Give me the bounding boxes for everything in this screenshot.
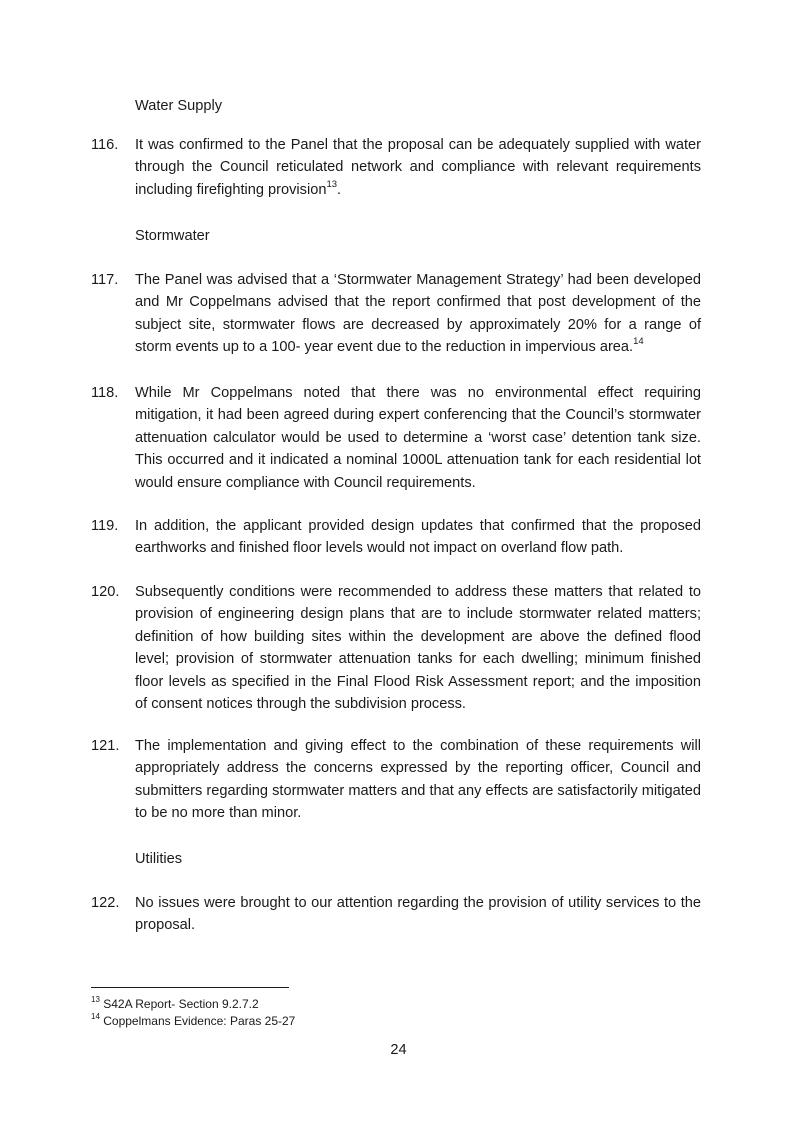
paragraph-text: No issues were brought to our attention regarding the provision of utility services to the proposal. xyxy=(135,895,701,934)
paragraph-120 xyxy=(91,581,701,715)
footnote-13 xyxy=(91,997,259,1012)
paragraph-number: 118. xyxy=(91,385,119,401)
paragraph-number: 121. xyxy=(91,738,120,754)
paragraph-tail: . xyxy=(337,181,342,198)
paragraph-122 xyxy=(91,892,701,937)
paragraph-text xyxy=(135,269,701,359)
paragraph-number: 119. xyxy=(91,518,119,534)
paragraph-number: 116. xyxy=(91,137,119,153)
paragraph-body: The Panel was advised that a ‘Stormwater Management Strategy’ had been developed and Mr Coppelmans advised that the report confirmed that post development of the subject site, stormwater flows are decreased by approximately 20% for a range of storm events up to a 100- year event due to the reduction in impervious area. xyxy=(135,272,701,356)
footnote-number: 14 xyxy=(91,1012,100,1021)
footnote-text: Coppelmans Evidence: Paras 25-27 xyxy=(99,1014,296,1028)
footnote-14 xyxy=(91,1014,295,1029)
paragraph-number: 120. xyxy=(91,584,120,600)
heading-water-supply: Water Supply xyxy=(135,98,223,114)
footnote-number: 13 xyxy=(91,995,100,1004)
paragraph-number: 122. xyxy=(91,895,120,911)
paragraph-118 xyxy=(91,382,701,494)
footnote-ref: 14 xyxy=(633,336,644,348)
paragraph-body: It was confirmed to the Panel that the proposal can be adequately supplied with water through the Council reticulated network and compliance with relevant requirements including firefighting provision xyxy=(135,137,701,198)
heading-stormwater: Stormwater xyxy=(135,228,210,244)
paragraph-text: The implementation and giving effect to the combination of these requirements will appropriately address the concerns expressed by the reporting officer, Council and submitters regarding stormwater matters and that any effects are satisfactorily mitigated to be no more than minor. xyxy=(135,738,701,822)
paragraph-text: While Mr Coppelmans noted that there was no environmental effect requiring mitigation, it had been agreed during expert conferencing that the Council’s stormwater attenuation calculator would be used to determine a ‘worst case’ detention tank size. This occurred and it indicated a nominal 1000L attenuation tank for each residential lot would ensure compliance with Council requirements. xyxy=(135,385,701,491)
paragraph-117 xyxy=(91,269,701,359)
paragraph-121 xyxy=(91,735,701,825)
page-number: 24 xyxy=(390,1042,407,1058)
heading-utilities: Utilities xyxy=(135,851,183,867)
paragraph-text: In addition, the applicant provided design updates that confirmed that the proposed earthworks and finished floor levels would not impact on overland flow path. xyxy=(135,518,701,557)
paragraph-number: 117. xyxy=(91,272,119,288)
paragraph-116 xyxy=(91,134,701,201)
footnote-ref: 13 xyxy=(326,178,338,190)
paragraph-119 xyxy=(91,515,701,560)
paragraph-text: Subsequently conditions were recommended to address these matters that related to provision of engineering design plans that are to include stormwater related matters; definition of how building sites within the development are above the defined flood level; provision of stormwater attenuation tanks for each dwelling; minimum finished floor levels as specified in the Final Flood Risk Assessment report; and the imposition of consent notices through the subdivision process. xyxy=(135,584,701,713)
footnote-text: S42A Report- Section 9.2.7.2 xyxy=(99,997,259,1011)
paragraph-text xyxy=(135,134,701,201)
footnote-separator xyxy=(91,987,289,988)
